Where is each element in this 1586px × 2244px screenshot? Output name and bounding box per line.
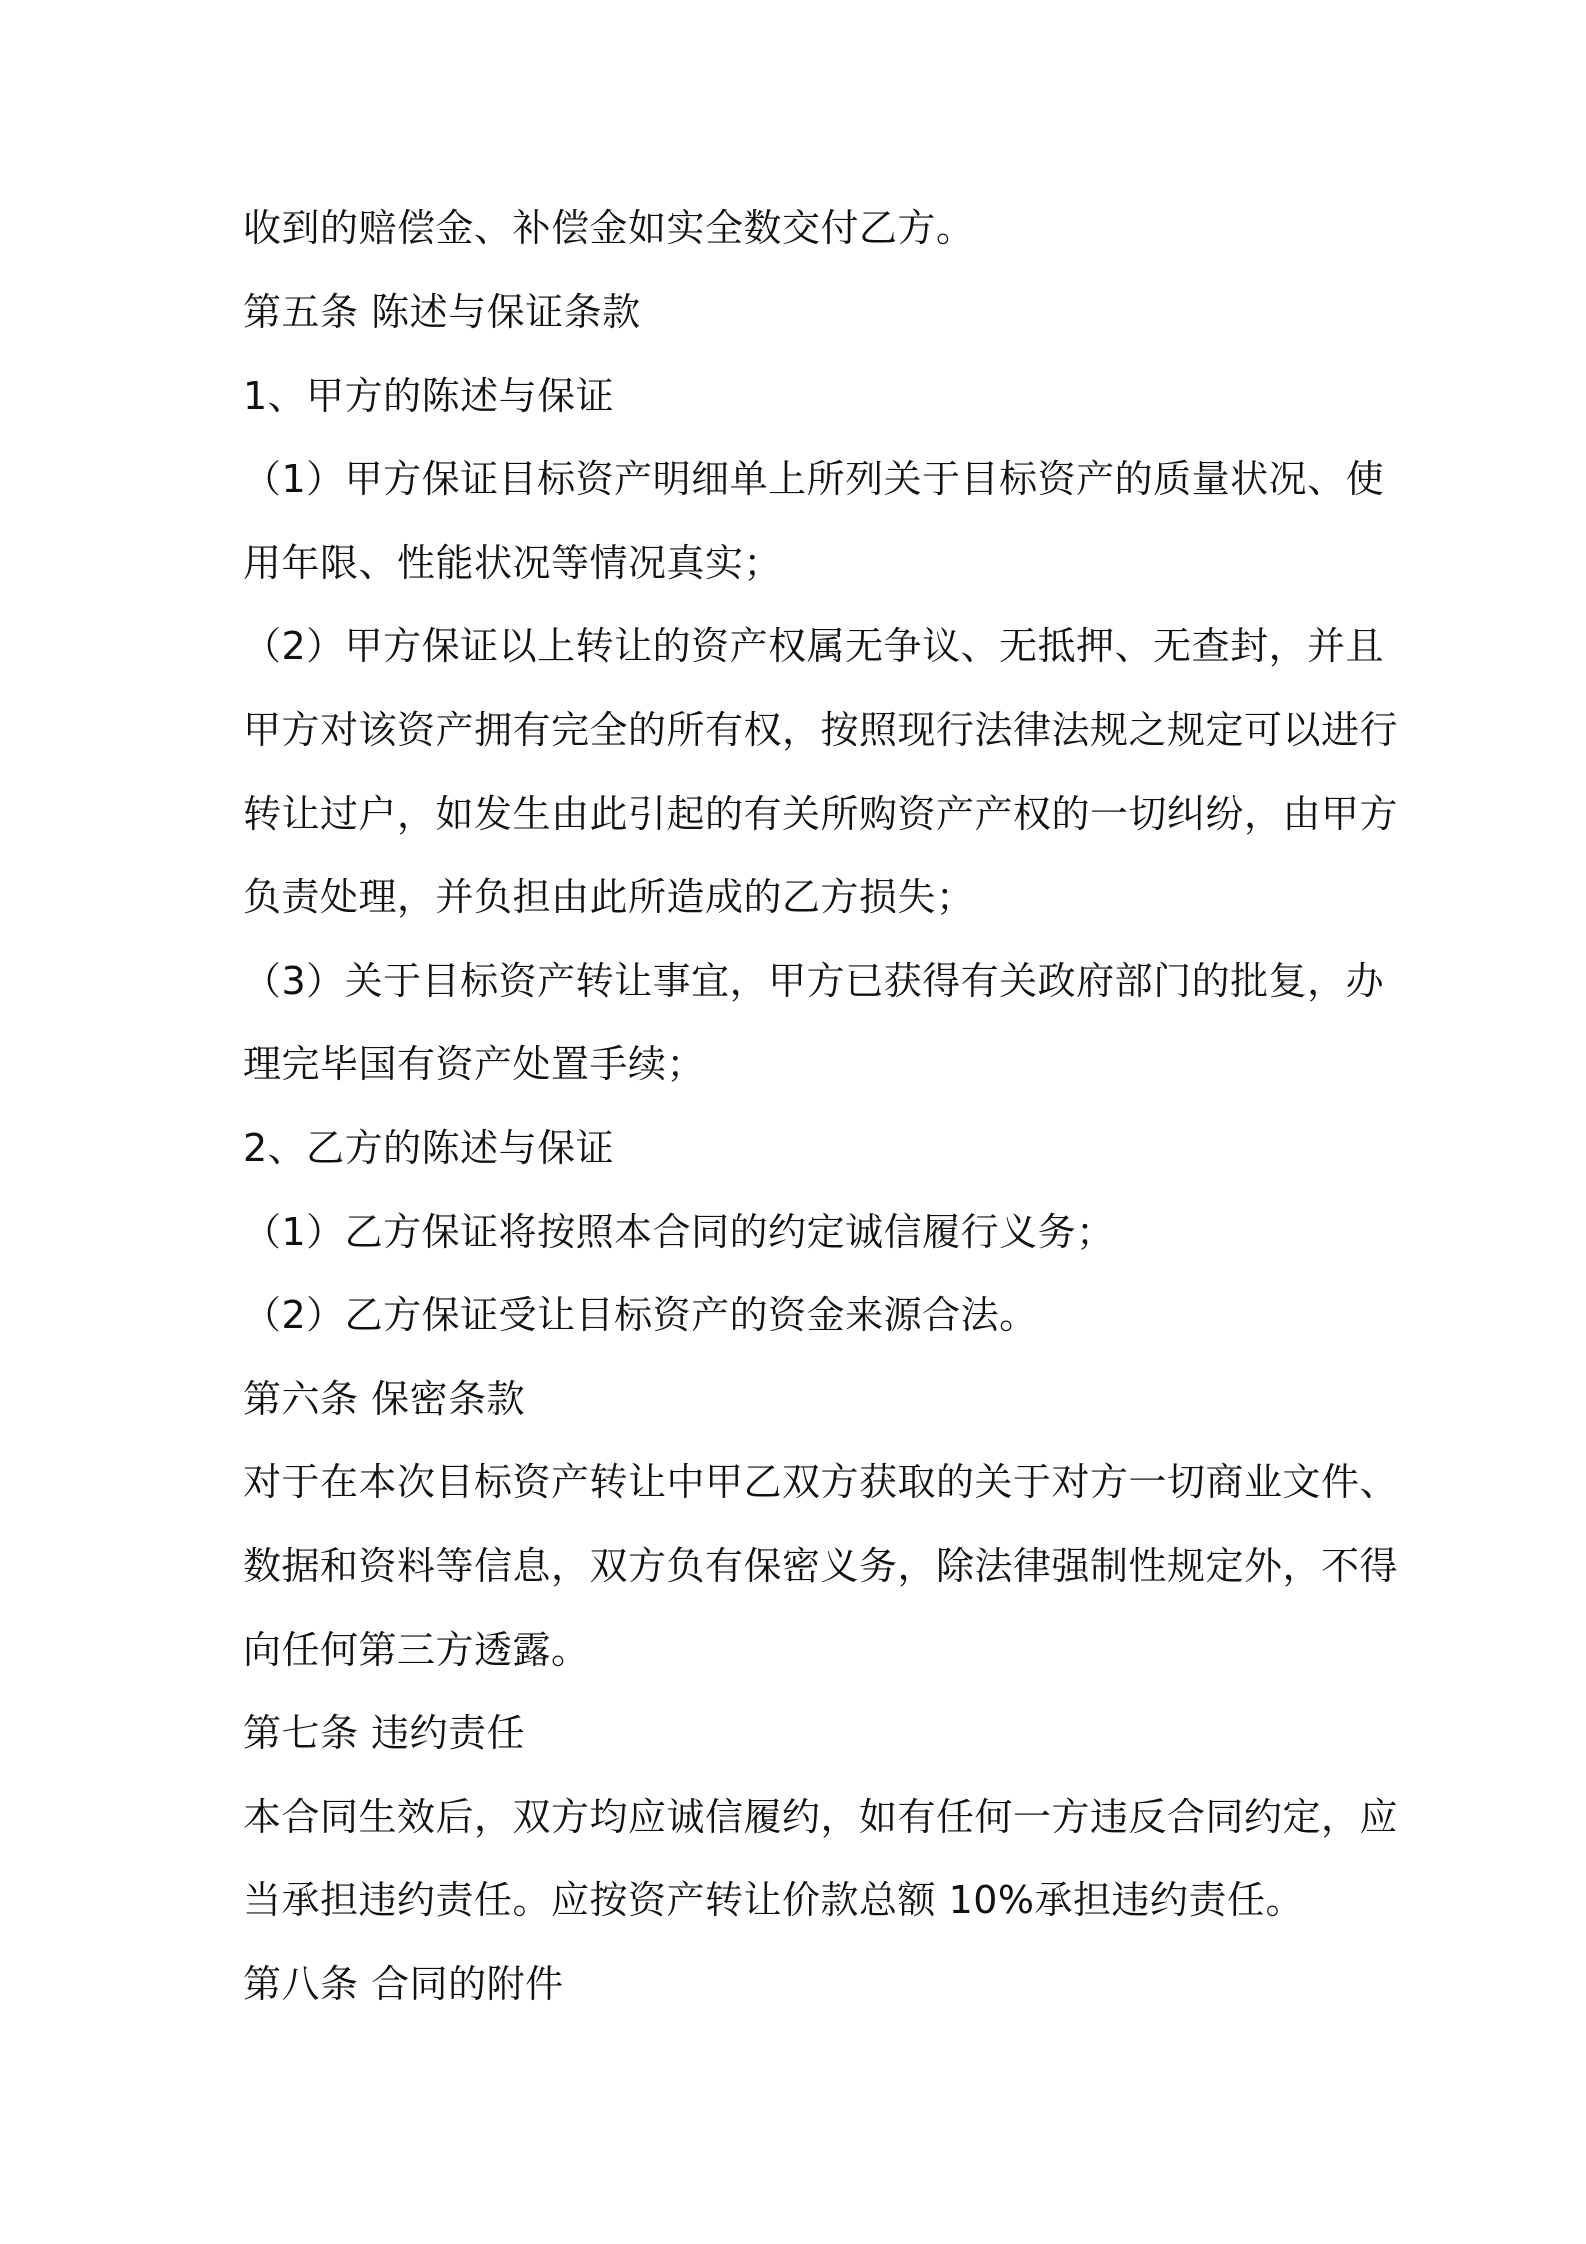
paragraph-line: 收到的赔偿金、补偿金如实全数交付乙方。 [243,206,975,250]
paragraph-line: 负责处理，并负担由此所造成的乙方损失； [243,875,975,919]
section-heading-article-6: 第六条 保密条款 [243,1377,526,1421]
paragraph-line: （1）乙方保证将按照本合同的约定诚信履行义务； [243,1210,1115,1254]
paragraph-line: 向任何第三方透露。 [243,1628,590,1672]
paragraph-line: 转让过户，如发生由此引起的有关所购资产产权的一切纠纷，由甲方 [243,792,1399,836]
paragraph-line: （3）关于目标资产转让事宜，甲方已获得有关政府部门的批复，办 [243,959,1385,1003]
paragraph-line: 当承担违约责任。应按资产转让价款总额 10%承担违约责任。 [243,1878,1305,1922]
paragraph-line: （1）甲方保证目标资产明细单上所列关于目标资产的质量状况、使 [243,457,1385,501]
subsection-heading: 2、乙方的陈述与保证 [243,1126,615,1170]
paragraph-line: （2）乙方保证受让目标资产的资金来源合法。 [243,1293,1038,1337]
paragraph-line: 对于在本次目标资产转让中甲乙双方获取的关于对方一切商业文件、 [243,1460,1399,1504]
paragraph-line: 理完毕国有资产处置手续； [243,1042,706,1086]
section-heading-article-5: 第五条 陈述与保证条款 [243,290,641,334]
paragraph-line: 本合同生效后，双方均应诚信履约，如有任何一方违反合同约定，应 [243,1795,1399,1839]
paragraph-line: 数据和资料等信息，双方负有保密义务，除法律强制性规定外，不得 [243,1544,1399,1588]
section-heading-article-7: 第七条 违约责任 [243,1711,526,1755]
paragraph-line: 甲方对该资产拥有完全的所有权，按照现行法律法规之规定可以进行 [243,708,1399,752]
paragraph-line: 用年限、性能状况等情况真实； [243,541,783,585]
subsection-heading: 1、甲方的陈述与保证 [243,374,615,418]
paragraph-line: （2）甲方保证以上转让的资产权属无争议、无抵押、无查封，并且 [243,624,1385,668]
section-heading-article-8: 第八条 合同的附件 [243,1962,564,2006]
